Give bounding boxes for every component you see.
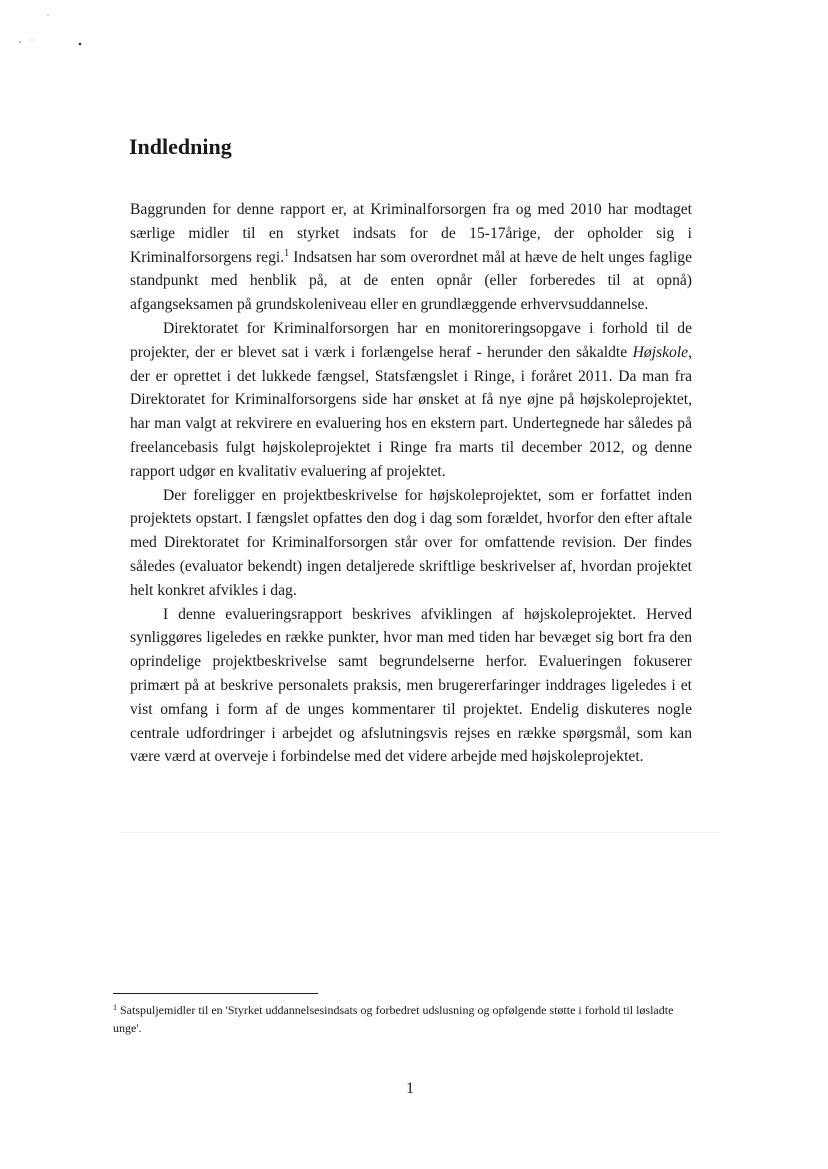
footnote [113, 1001, 703, 1037]
body-text [130, 198, 692, 769]
scan-line [120, 832, 720, 833]
scan-speck [19, 41, 21, 43]
scan-speck [79, 43, 82, 46]
footnote-reference: 1 [284, 247, 290, 259]
scan-specks [0, 0, 120, 60]
paragraph-4: I denne evalueringsrapport beskrives afviklingen af højskoleprojektet. Herved synliggøres ligeledes en række punkter, hvor man med tiden har bevæget sig bort fra den oprindelige projektbeskrivelse samt begrundelserne herfor. Evalueringen fokuserer primært på at beskrive personalets praksis, men brugererfaringer inddrages ligeledes i et vist omfang i form af de unges kommentarer til projektet. Endelig diskuteres nogle centrale udfordringer i arbejdet og afslutningsvis rejses en række spørgsmål, som kan være værd at overveje i forbindelse med det videre arbejde med højskoleprojektet. [130, 605, 692, 766]
scan-speck [47, 14, 49, 16]
emphasized-term: Højskole [632, 343, 689, 361]
page-number: 1 [406, 1080, 414, 1097]
footnote-separator [113, 993, 318, 994]
paragraph-2 [130, 317, 692, 484]
paragraph-1-text-end: Indsatsen har som overordnet mål at hæve de helt unges faglige standpunkt med henblik på, at de enten opnår (eller forberedes til at opnå) afgangseksamen på grundskoleniveau eller en grundlæggende erhvervsuddannelse. [130, 248, 693, 314]
paragraph-3: Der foreligger en projektbeskrivelse for højskoleprojektet, som er forfattet inden projektets opstart. I fængslet opfattes den dog i dag som forældet, hvorfor den efter aftale med Direktoratet for Kriminalforsorgen står over for omfattende revision. Der findes således (evaluator bekendt) ingen detaljerede skriftlige beskrivelser af, hvordan projektet helt konkret afvikles i dag. [130, 486, 692, 599]
paragraph-1-text-start: Baggrunden for denne rapport er, at Kriminalforsorgen fra og med 2010 har modtaget særlige midler til en styrket indsats for de 15-17årige, der opholder sig i Kriminalforsorgens regi. [130, 201, 692, 266]
paragraph-2-text-start: Direktoratet for Kriminalforsorgen har en monitoreringsopgave i forhold til de projekter, der er blevet sat i værk i forlængelse heraf - herunder den såkaldte [130, 319, 692, 361]
footnote-marker: 1 [113, 1003, 117, 1012]
page-heading: Indledning [129, 134, 232, 159]
scan-speck [31, 39, 32, 40]
paragraph-2-text-end: , der er oprettet i det lukkede fængsel, Statsfængslet i Ringe, i foråret 2011. Da man fra Direktoratet for Kriminalforsorgens side har ønsket at få nye øjne på højskoleprojektet, har man valgt at rekvirere en evaluering hos en ekstern part. Undertegnede har således på freelancebasis fulgt højskoleprojektet i Ringe fra marts til december 2012, og denne rapport udgør en kvalitativ evaluering af projektet. [130, 343, 692, 480]
footnote-text: Satspuljemidler til en 'Styrket uddannelsesindsats og forbedret udslusning og opfølgende støtte i forhold til løsladte unge'. [113, 1003, 674, 1035]
paragraph-1 [130, 198, 692, 317]
